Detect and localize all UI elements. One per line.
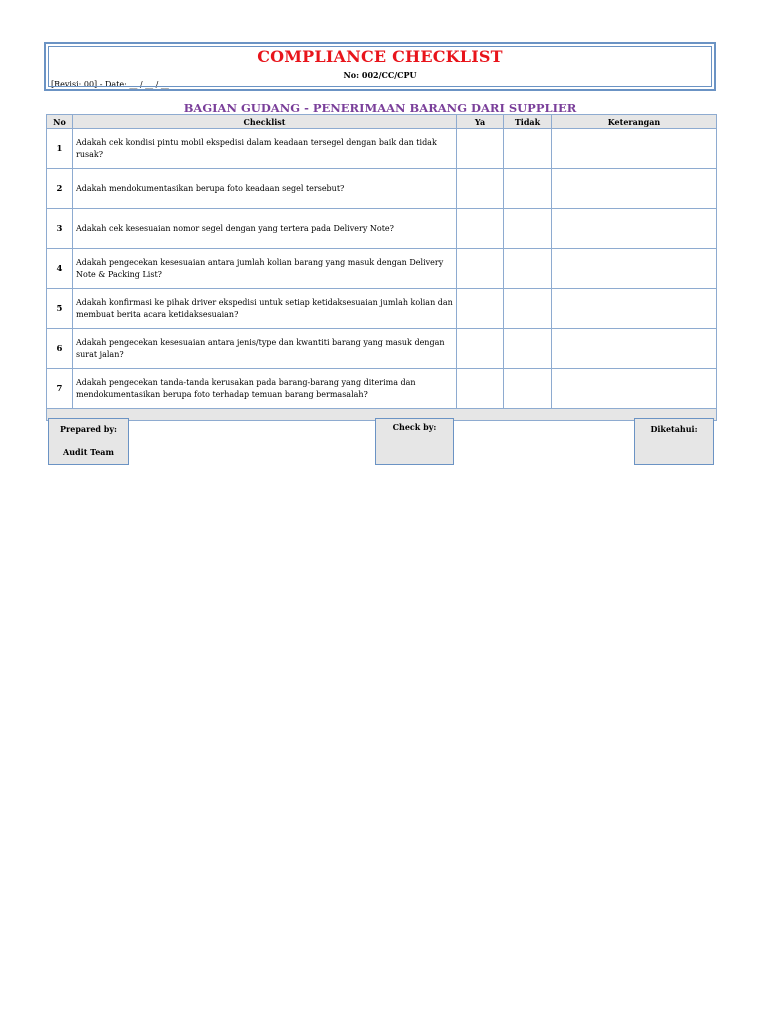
diketahui-label: Diketahui: <box>650 424 698 434</box>
column-header-ya: Ya <box>457 115 504 129</box>
table-row <box>47 169 717 209</box>
table-row <box>47 249 717 289</box>
table-row <box>47 129 717 169</box>
table-row <box>47 209 717 249</box>
keterangan-cell[interactable] <box>552 329 717 369</box>
row-number: 6 <box>47 329 73 369</box>
column-header-tidak: Tidak <box>504 115 552 129</box>
tidak-cell[interactable] <box>504 129 552 169</box>
diketahui-box[interactable] <box>634 418 714 465</box>
row-number: 4 <box>47 249 73 289</box>
keterangan-cell[interactable] <box>552 209 717 249</box>
tidak-cell[interactable] <box>504 369 552 409</box>
keterangan-cell[interactable] <box>552 129 717 169</box>
table-row <box>47 289 717 329</box>
checklist-question: Adakah mendokumentasikan berupa foto keadaan segel tersebut? <box>73 169 457 209</box>
ya-cell[interactable] <box>457 369 504 409</box>
tidak-cell[interactable] <box>504 169 552 209</box>
prepared-by-name: Audit Team <box>63 447 114 457</box>
checklist-question: Adakah pengecekan tanda-tanda kerusakan pada barang-barang yang diterima dan mendokumentasikan berupa foto terhadap temuan barang bermasalah? <box>73 369 457 409</box>
row-number: 5 <box>47 289 73 329</box>
prepared-by-box[interactable] <box>48 418 129 465</box>
check-by-label: Check by: <box>392 422 437 432</box>
column-header-no: No <box>47 115 73 129</box>
row-number: 1 <box>47 129 73 169</box>
table-row <box>47 329 717 369</box>
ya-cell[interactable] <box>457 129 504 169</box>
tidak-cell[interactable] <box>504 289 552 329</box>
ya-cell[interactable] <box>457 329 504 369</box>
ya-cell[interactable] <box>457 289 504 329</box>
row-number: 3 <box>47 209 73 249</box>
checklist-question: Adakah cek kesesuaian nomor segel dengan yang tertera pada Delivery Note? <box>73 209 457 249</box>
tidak-cell[interactable] <box>504 209 552 249</box>
ya-cell[interactable] <box>457 209 504 249</box>
table-header-row <box>47 115 717 129</box>
ya-cell[interactable] <box>457 169 504 209</box>
check-by-box[interactable] <box>375 418 454 465</box>
keterangan-cell[interactable] <box>552 289 717 329</box>
ya-cell[interactable] <box>457 249 504 289</box>
revision-date-line: [Revisi: 00] - Date: __ / __ / __ <box>51 80 169 89</box>
tidak-cell[interactable] <box>504 249 552 289</box>
keterangan-cell[interactable] <box>552 169 717 209</box>
checklist-question: Adakah cek kondisi pintu mobil ekspedisi dalam keadaan tersegel dengan baik dan tidak rusak? <box>73 129 457 169</box>
document-header <box>44 42 716 91</box>
checklist-question: Adakah konfirmasi ke pihak driver ekspedisi untuk setiap ketidaksesuaian jumlah kolian dan membuat berita acara ketidaksesuaian? <box>73 289 457 329</box>
column-header-checklist: Checklist <box>73 115 457 129</box>
keterangan-cell[interactable] <box>552 249 717 289</box>
column-header-keterangan: Keterangan <box>552 115 717 129</box>
document-number: No: 002/CC/CPU <box>343 70 417 80</box>
tidak-cell[interactable] <box>504 329 552 369</box>
table-row <box>47 369 717 409</box>
checklist-question: Adakah pengecekan kesesuaian antara jenis/type dan kwantiti barang yang masuk dengan surat jalan? <box>73 329 457 369</box>
prepared-by-label: Prepared by: <box>60 424 117 434</box>
keterangan-cell[interactable] <box>552 369 717 409</box>
checklist-table <box>46 114 717 421</box>
checklist-question: Adakah pengecekan kesesuaian antara jumlah kolian barang yang masuk dengan Delivery Note & Packing List? <box>73 249 457 289</box>
section-heading: BAGIAN GUDANG - PENERIMAAN BARANG DARI SUPPLIER <box>183 101 577 115</box>
row-number: 7 <box>47 369 73 409</box>
document-title: COMPLIANCE CHECKLIST <box>257 47 503 66</box>
row-number: 2 <box>47 169 73 209</box>
